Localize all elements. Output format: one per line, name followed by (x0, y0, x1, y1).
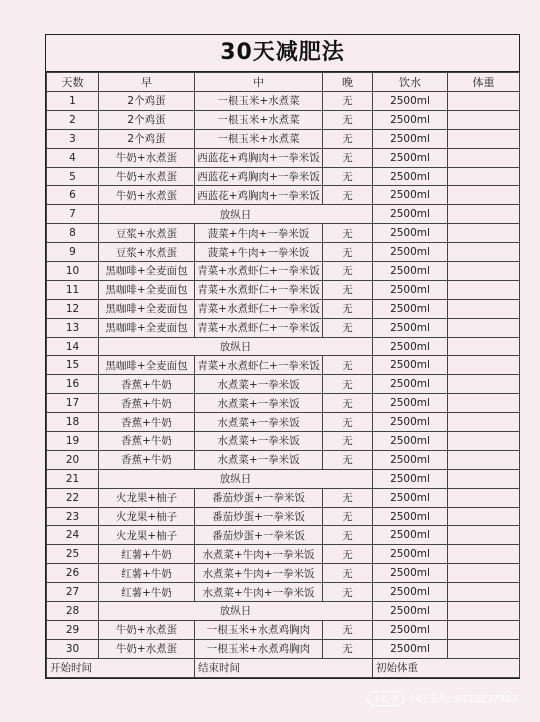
table-row (47, 205, 520, 224)
dinner-cell: 无 (323, 186, 373, 205)
weight-cell (448, 583, 520, 602)
table-row (47, 186, 520, 205)
dinner-cell: 无 (323, 620, 373, 639)
water-cell: 2500ml (373, 148, 448, 167)
lunch-cell: 水煮菜+一拳米饭 (195, 394, 323, 413)
dinner-cell: 无 (323, 375, 373, 394)
water-cell: 2500ml (373, 602, 448, 621)
weight-cell (448, 488, 520, 507)
water-cell: 2500ml (373, 413, 448, 432)
table-row (47, 432, 520, 451)
header-breakfast: 早 (99, 73, 195, 92)
breakfast-cell: 牛奶+水煮蛋 (99, 620, 195, 639)
water-cell: 2500ml (373, 507, 448, 526)
weight-cell (448, 224, 520, 243)
breakfast-cell: 豆浆+水煮蛋 (99, 243, 195, 262)
water-cell: 2500ml (373, 394, 448, 413)
lunch-cell: 青菜+水煮虾仁+一拳米饭 (195, 280, 323, 299)
day-cell: 18 (47, 413, 99, 432)
weight-cell (448, 526, 520, 545)
table-row (47, 110, 520, 129)
free-day-cell: 放纵日 (99, 469, 373, 488)
day-cell: 26 (47, 564, 99, 583)
weight-cell (448, 280, 520, 299)
lunch-cell: 水煮菜+牛肉+一拳米饭 (195, 564, 323, 583)
breakfast-cell: 2个鸡蛋 (99, 129, 195, 148)
breakfast-cell: 红薯+牛奶 (99, 545, 195, 564)
start-weight-field: 初始体重 (373, 658, 520, 677)
water-cell: 2500ml (373, 564, 448, 583)
watermark-badge: 小红书 (367, 691, 404, 706)
breakfast-cell: 牛奶+水煮蛋 (99, 148, 195, 167)
watermark-text: 小红书号: 5413237887 (407, 694, 518, 705)
day-cell: 22 (47, 488, 99, 507)
water-cell: 2500ml (373, 243, 448, 262)
dinner-cell: 无 (323, 583, 373, 602)
dinner-cell: 无 (323, 488, 373, 507)
weight-cell (448, 394, 520, 413)
lunch-cell: 西蓝花+鸡胸肉+一拳米饭 (195, 148, 323, 167)
dinner-cell: 无 (323, 413, 373, 432)
water-cell: 2500ml (373, 545, 448, 564)
day-cell: 8 (47, 224, 99, 243)
day-cell: 28 (47, 602, 99, 621)
header-day: 天数 (47, 73, 99, 92)
lunch-cell: 一根玉米+水煮菜 (195, 129, 323, 148)
lunch-cell: 一根玉米+水煮鸡胸肉 (195, 620, 323, 639)
breakfast-cell: 2个鸡蛋 (99, 92, 195, 111)
dinner-cell: 无 (323, 432, 373, 451)
table-row (47, 507, 520, 526)
water-cell: 2500ml (373, 299, 448, 318)
weight-cell (448, 186, 520, 205)
dinner-cell: 无 (323, 299, 373, 318)
table-row (47, 243, 520, 262)
breakfast-cell: 黑咖啡+全麦面包 (99, 356, 195, 375)
weight-cell (448, 205, 520, 224)
water-cell: 2500ml (373, 432, 448, 451)
table-body (47, 92, 520, 659)
weight-cell (448, 110, 520, 129)
header-dinner: 晚 (323, 73, 373, 92)
dinner-cell: 无 (323, 394, 373, 413)
dinner-cell: 无 (323, 92, 373, 111)
day-cell: 6 (47, 186, 99, 205)
header-lunch: 中 (195, 73, 323, 92)
weight-cell (448, 337, 520, 356)
day-cell: 13 (47, 318, 99, 337)
breakfast-cell: 黑咖啡+全麦面包 (99, 299, 195, 318)
table-row (47, 92, 520, 111)
table-row (47, 545, 520, 564)
table-row (47, 337, 520, 356)
dinner-cell: 无 (323, 450, 373, 469)
weight-cell (448, 148, 520, 167)
water-cell: 2500ml (373, 129, 448, 148)
table-row (47, 375, 520, 394)
page-title: 30天减肥法 (46, 35, 519, 72)
water-cell: 2500ml (373, 110, 448, 129)
day-cell: 17 (47, 394, 99, 413)
table-row (47, 620, 520, 639)
watermark (367, 690, 518, 706)
weight-cell (448, 602, 520, 621)
table-row (47, 299, 520, 318)
weight-cell (448, 318, 520, 337)
weight-cell (448, 507, 520, 526)
lunch-cell: 水煮菜+一拳米饭 (195, 413, 323, 432)
lunch-cell: 一根玉米+水煮鸡胸肉 (195, 639, 323, 658)
header-weight: 体重 (448, 73, 520, 92)
table-row (47, 450, 520, 469)
weight-cell (448, 262, 520, 281)
day-cell: 16 (47, 375, 99, 394)
breakfast-cell: 黑咖啡+全麦面包 (99, 280, 195, 299)
weight-cell (448, 469, 520, 488)
dinner-cell: 无 (323, 564, 373, 583)
day-cell: 5 (47, 167, 99, 186)
day-cell: 24 (47, 526, 99, 545)
header-row (47, 73, 520, 92)
table-row (47, 526, 520, 545)
lunch-cell: 水煮菜+牛肉+一拳米饭 (195, 545, 323, 564)
dinner-cell: 无 (323, 148, 373, 167)
lunch-cell: 青菜+水煮虾仁+一拳米饭 (195, 299, 323, 318)
breakfast-cell: 火龙果+柚子 (99, 507, 195, 526)
dinner-cell: 无 (323, 224, 373, 243)
breakfast-cell: 2个鸡蛋 (99, 110, 195, 129)
water-cell: 2500ml (373, 92, 448, 111)
water-cell: 2500ml (373, 224, 448, 243)
dinner-cell: 无 (323, 526, 373, 545)
lunch-cell: 一根玉米+水煮菜 (195, 110, 323, 129)
breakfast-cell: 香蕉+牛奶 (99, 394, 195, 413)
day-cell: 11 (47, 280, 99, 299)
day-cell: 19 (47, 432, 99, 451)
weight-cell (448, 375, 520, 394)
day-cell: 15 (47, 356, 99, 375)
day-cell: 21 (47, 469, 99, 488)
day-cell: 3 (47, 129, 99, 148)
weight-cell (448, 432, 520, 451)
lunch-cell: 番茄炒蛋+一拳米饭 (195, 526, 323, 545)
day-cell: 1 (47, 92, 99, 111)
breakfast-cell: 红薯+牛奶 (99, 583, 195, 602)
table-row (47, 129, 520, 148)
lunch-cell: 水煮菜+一拳米饭 (195, 450, 323, 469)
weight-cell (448, 620, 520, 639)
lunch-cell: 西蓝花+鸡胸肉+一拳米饭 (195, 186, 323, 205)
day-cell: 20 (47, 450, 99, 469)
weight-cell (448, 243, 520, 262)
start-time-field: 开始时间 (47, 658, 195, 677)
dinner-cell: 无 (323, 545, 373, 564)
table-row (47, 148, 520, 167)
water-cell: 2500ml (373, 318, 448, 337)
weight-cell (448, 564, 520, 583)
weight-cell (448, 545, 520, 564)
lunch-cell: 青菜+水煮虾仁+一拳米饭 (195, 262, 323, 281)
water-cell: 2500ml (373, 375, 448, 394)
day-cell: 12 (47, 299, 99, 318)
water-cell: 2500ml (373, 639, 448, 658)
weight-cell (448, 299, 520, 318)
dinner-cell: 无 (323, 167, 373, 186)
lunch-cell: 青菜+水煮虾仁+一拳米饭 (195, 356, 323, 375)
breakfast-cell: 牛奶+水煮蛋 (99, 639, 195, 658)
water-cell: 2500ml (373, 488, 448, 507)
breakfast-cell: 火龙果+柚子 (99, 526, 195, 545)
breakfast-cell: 红薯+牛奶 (99, 564, 195, 583)
day-cell: 29 (47, 620, 99, 639)
lunch-cell: 番茄炒蛋+一拳米饭 (195, 488, 323, 507)
table-row (47, 413, 520, 432)
day-cell: 7 (47, 205, 99, 224)
day-cell: 23 (47, 507, 99, 526)
dinner-cell: 无 (323, 129, 373, 148)
water-cell: 2500ml (373, 337, 448, 356)
dinner-cell: 无 (323, 262, 373, 281)
breakfast-cell: 香蕉+牛奶 (99, 432, 195, 451)
table-row (47, 356, 520, 375)
dinner-cell: 无 (323, 639, 373, 658)
breakfast-cell: 香蕉+牛奶 (99, 375, 195, 394)
day-cell: 9 (47, 243, 99, 262)
lunch-cell: 菠菜+牛肉+一拳米饭 (195, 224, 323, 243)
lunch-cell: 水煮菜+一拳米饭 (195, 375, 323, 394)
water-cell: 2500ml (373, 450, 448, 469)
table-row (47, 318, 520, 337)
breakfast-cell: 黑咖啡+全麦面包 (99, 318, 195, 337)
lunch-cell: 西蓝花+鸡胸肉+一拳米饭 (195, 167, 323, 186)
day-cell: 27 (47, 583, 99, 602)
table-row (47, 280, 520, 299)
table-row (47, 224, 520, 243)
free-day-cell: 放纵日 (99, 205, 373, 224)
dinner-cell: 无 (323, 110, 373, 129)
breakfast-cell: 牛奶+水煮蛋 (99, 167, 195, 186)
footer-row (47, 658, 520, 677)
water-cell: 2500ml (373, 167, 448, 186)
lunch-cell: 青菜+水煮虾仁+一拳米饭 (195, 318, 323, 337)
table-row (47, 262, 520, 281)
table-row (47, 469, 520, 488)
table-row (47, 602, 520, 621)
table-row (47, 583, 520, 602)
weight-cell (448, 167, 520, 186)
day-cell: 14 (47, 337, 99, 356)
free-day-cell: 放纵日 (99, 337, 373, 356)
water-cell: 2500ml (373, 205, 448, 224)
dinner-cell: 无 (323, 280, 373, 299)
water-cell: 2500ml (373, 526, 448, 545)
weight-cell (448, 639, 520, 658)
day-cell: 25 (47, 545, 99, 564)
weight-cell (448, 450, 520, 469)
dinner-cell: 无 (323, 243, 373, 262)
day-cell: 4 (47, 148, 99, 167)
dinner-cell: 无 (323, 356, 373, 375)
diet-plan-sheet (45, 34, 520, 679)
water-cell: 2500ml (373, 469, 448, 488)
water-cell: 2500ml (373, 262, 448, 281)
breakfast-cell: 牛奶+水煮蛋 (99, 186, 195, 205)
breakfast-cell: 香蕉+牛奶 (99, 450, 195, 469)
water-cell: 2500ml (373, 583, 448, 602)
weight-cell (448, 356, 520, 375)
lunch-cell: 水煮菜+牛肉+一拳米饭 (195, 583, 323, 602)
weight-cell (448, 413, 520, 432)
table-row (47, 394, 520, 413)
breakfast-cell: 香蕉+牛奶 (99, 413, 195, 432)
table-row (47, 167, 520, 186)
header-water: 饮水 (373, 73, 448, 92)
lunch-cell: 菠菜+牛肉+一拳米饭 (195, 243, 323, 262)
dinner-cell: 无 (323, 507, 373, 526)
diet-table (46, 72, 520, 678)
water-cell: 2500ml (373, 356, 448, 375)
breakfast-cell: 豆浆+水煮蛋 (99, 224, 195, 243)
free-day-cell: 放纵日 (99, 602, 373, 621)
table-row (47, 564, 520, 583)
water-cell: 2500ml (373, 186, 448, 205)
lunch-cell: 番茄炒蛋+一拳米饭 (195, 507, 323, 526)
table-row (47, 488, 520, 507)
weight-cell (448, 129, 520, 148)
day-cell: 10 (47, 262, 99, 281)
lunch-cell: 水煮菜+一拳米饭 (195, 432, 323, 451)
water-cell: 2500ml (373, 620, 448, 639)
water-cell: 2500ml (373, 280, 448, 299)
end-time-field: 结束时间 (195, 658, 373, 677)
weight-cell (448, 92, 520, 111)
dinner-cell: 无 (323, 318, 373, 337)
day-cell: 30 (47, 639, 99, 658)
lunch-cell: 一根玉米+水煮菜 (195, 92, 323, 111)
breakfast-cell: 黑咖啡+全麦面包 (99, 262, 195, 281)
breakfast-cell: 火龙果+柚子 (99, 488, 195, 507)
day-cell: 2 (47, 110, 99, 129)
table-row (47, 639, 520, 658)
